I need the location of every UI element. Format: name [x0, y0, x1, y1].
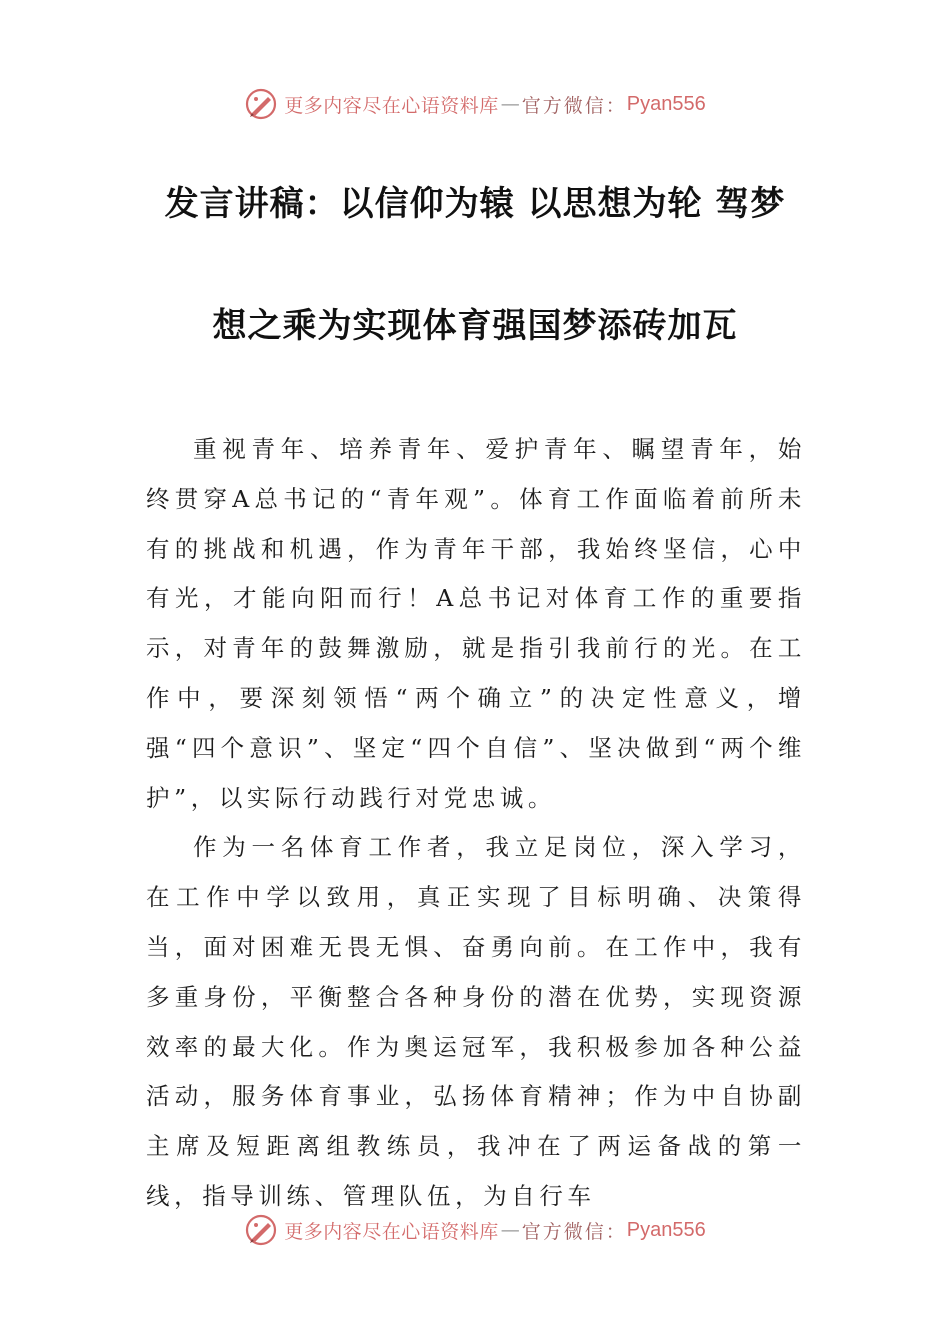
- pen-circle-logo-icon: [244, 1213, 278, 1247]
- banner-wechat-handle: Pyan556: [626, 92, 706, 115]
- paragraph-1: 重视青年、培养青年、爱护青年、瞩望青年，始终贯穿A总书记的“青年观”。体育工作面临着前所未有的挑战和机遇，作为青年干部，我始终坚信，心中有光，才能向阳而行！A总书记对体育工作的重要指示，对青年的鼓舞激励，就是指引我前行的光。在工作中，要深刻领悟“两个确立”的决定性意义，增强“四个意识”、坚定“四个自信”、坚决做到“两个维护”，以实际行动践行对党忠诚。: [146, 435, 806, 812]
- footer-banner: [0, 1210, 950, 1250]
- document-title-line-1: 发言讲稿：以信仰为辕 以思想为轮 驾梦: [164, 184, 786, 224]
- banner-brand-text: 更多内容尽在心语资料库: [284, 94, 499, 117]
- pen-circle-logo-icon: [244, 87, 278, 121]
- banner-wechat-handle: Pyan556: [626, 1218, 706, 1241]
- header-banner: [0, 84, 950, 124]
- banner-wechat-label: 官方微信：: [521, 1220, 627, 1243]
- banner-dash: —: [500, 93, 520, 115]
- document-title-line-2: 想之乘为实现体育强国梦添砖加瓦: [212, 306, 738, 346]
- paragraph-2: 作为一名体育工作者，我立足岗位，深入学习，在工作中学以致用，真正实现了目标明确、决策得当，面对困难无畏无惧、奋勇向前。在工作中，我有多重身份，平衡整合各种身份的潜在优势，实现资源效率的最大化。作为奥运冠军，我积极参加各种公益活动，服务体育事业，弘扬体育精神；作为中自协副主席及短距离组教练员，我冲在了两运备战的第一线，指导训练、管理队伍，为自行车: [146, 833, 806, 1210]
- banner-wechat-label: 官方微信：: [521, 94, 627, 117]
- document-body: [146, 425, 806, 1222]
- banner-brand-text: 更多内容尽在心语资料库: [284, 1220, 499, 1243]
- banner-dash: —: [500, 1219, 520, 1241]
